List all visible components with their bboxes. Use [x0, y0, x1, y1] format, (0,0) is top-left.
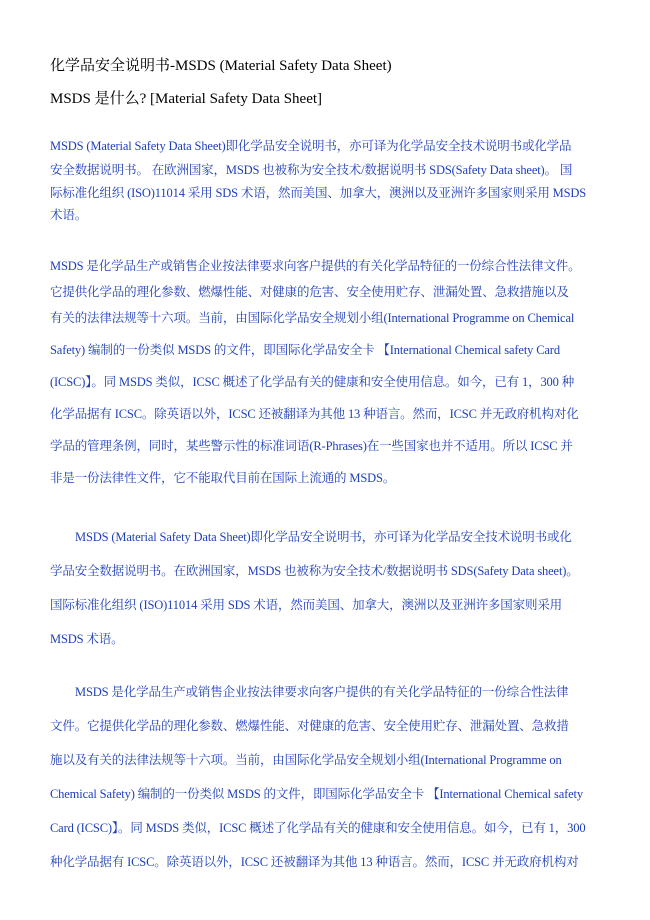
paragraph-line: 学品安全数据说明书。在欧洲国家，MSDS 也被称为安全技术/数据说明书 SDS(Safety Data sheet)。	[50, 564, 579, 578]
paragraph-line: 国际标准化组织 (ISO)11014 采用 SDS 术语，然而美国、加拿大，澳洲以及亚洲许多国家则采用	[50, 598, 563, 612]
document-title: 化学品安全说明书-MSDS (Material Safety Data Sheet)	[50, 58, 392, 74]
paragraph-line: 际标准化组织 (ISO)11014 采用 SDS 术语，然而美国、加拿大，澳洲以及亚洲许多国家则采用 MSDS	[50, 186, 587, 200]
paragraph-line: 文件。它提供化学品的理化参数、燃爆性能、对健康的危害、安全使用贮存、泄漏处置、急救措	[50, 719, 569, 733]
paragraph-msds-definition	[50, 134, 610, 226]
paragraph-line: MSDS 是化学品生产或销售企业按法律要求向客户提供的有关化学品特征的一份综合性法律文件。	[50, 259, 581, 273]
paragraph-line: 安全数据说明书。 在欧洲国家，MSDS 也被称为安全技术/数据说明书 SDS(Safety Data sheet)。 国	[50, 163, 573, 177]
paragraph-line: 它提供化学品的理化参数、燃爆性能、对健康的危害、安全使用贮存、泄漏处置、急救措施以及	[50, 285, 569, 299]
paragraph-line: 种化学品据有 ICSC。除英语以外，ICSC 还被翻译为其他 13 种语言。然而，ICSC 并无政府机构对	[50, 855, 579, 869]
paragraph-msds-description-repeat	[50, 680, 610, 884]
paragraph-msds-description	[50, 253, 610, 497]
paragraph-line: 有关的法律法规等十六项。当前，由国际化学品安全规划小组(International Programme on Chemical	[50, 311, 575, 325]
paragraph-line: Card (ICSC)】。同 MSDS 类似，ICSC 概述了化学品有关的健康和安全使用信息。如今，已有 1，300	[50, 821, 586, 835]
paragraph-line: 化学品据有 ICSC。除英语以外，ICSC 还被翻译为其他 13 种语言。然而，ICSC 并无政府机构对化	[50, 407, 579, 421]
paragraph-line: Safety) 编制的一份类似 MSDS 的文件，即国际化学品安全卡 【International Chemical safety Card	[50, 343, 560, 357]
paragraph-msds-definition-repeat	[50, 525, 610, 661]
paragraph-line: 学品的管理条例，同时，某些警示性的标准词语(R-Phrases)在一些国家也并不适用。所以 ICSC 并	[50, 439, 573, 453]
paragraph-line: 施以及有关的法律法规等十六项。当前，由国际化学品安全规划小组(International Programme on	[50, 753, 562, 767]
paragraph-line: (ICSC)】。同 MSDS 类似，ICSC 概述了化学品有关的健康和安全使用信息。如今，已有 1，300 种	[50, 375, 575, 389]
paragraph-line: MSDS 术语。	[50, 632, 124, 646]
paragraph-line: MSDS (Material Safety Data Sheet)即化学品安全说明书，亦可译为化学品安全技术说明书或化	[75, 530, 572, 544]
paragraph-line: MSDS 是化学品生产或销售企业按法律要求向客户提供的有关化学品特征的一份综合性法律	[75, 685, 569, 699]
paragraph-line: MSDS (Material Safety Data Sheet)即化学品安全说明书，亦可译为化学品安全技术说明书或化学品	[50, 139, 572, 153]
paragraph-line: 非是一份法律性文件，它不能取代目前在国际上流通的 MSDS。	[50, 471, 396, 485]
document-subtitle: MSDS 是什么? [Material Safety Data Sheet]	[50, 91, 323, 107]
paragraph-line: 术语。	[50, 208, 88, 222]
paragraph-line: Chemical Safety) 编制的一份类似 MSDS 的文件，即国际化学品安全卡 【International Chemical safety	[50, 787, 583, 801]
